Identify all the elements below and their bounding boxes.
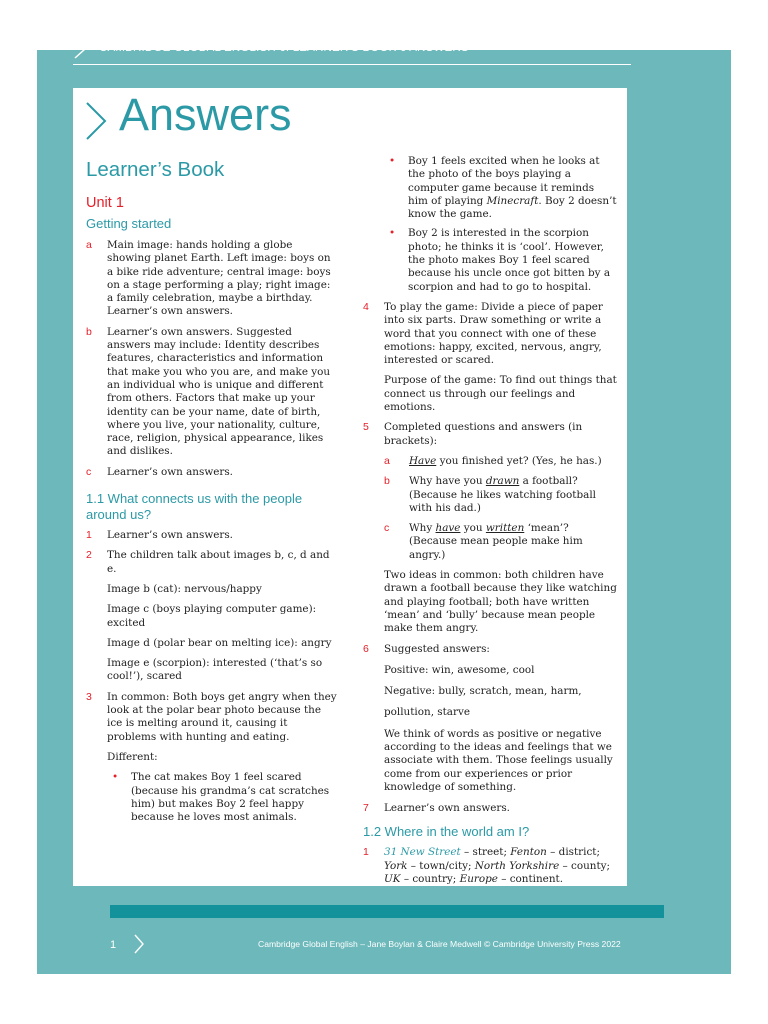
footer-bar [110, 905, 664, 918]
answer-text: 31 New Street – street; Fenton – district; York – town/city; North Yorkshire – county; UK – country; Europe – continent. [384, 846, 611, 886]
answer-item [86, 691, 338, 825]
chevron-right-icon [85, 102, 107, 140]
page-number: 1 [110, 939, 117, 951]
answer-item [86, 549, 338, 683]
answer-text: In common: Both boys get angry when they look at the polar bear photo because the ice is melting around it, causing it problems with hunting and eating. [107, 690, 337, 743]
sub-item [384, 475, 617, 515]
item-label: b [86, 325, 92, 338]
bullet-icon: • [112, 771, 119, 784]
bullet-item [384, 227, 617, 293]
item-label: b [384, 475, 390, 488]
answer-text: Learner’s own answers. [107, 465, 233, 478]
item-label: 3 [86, 690, 92, 703]
sub-item [384, 522, 617, 562]
section-heading: 1.2 Where in the world am I? [363, 824, 530, 840]
answer-item [86, 466, 338, 479]
header-divider [73, 64, 631, 65]
answer-item [363, 301, 617, 414]
answer-item [363, 802, 617, 815]
answer-text: Completed questions and answers (in brackets): [384, 421, 583, 447]
answer-text: Learner’s own answers. [384, 802, 510, 815]
item-label: 4 [363, 300, 369, 313]
answer-text: Image c (boys playing computer game): excited [107, 603, 317, 629]
answer-text: Boy 2 is interested in the scorpion photo; he thinks it is ‘cool’. However, the photo makes Boy 1 feel scared because his uncle once got bitten by a scorpion and had to go to hospital. [408, 227, 611, 293]
answer-item [86, 529, 338, 542]
header-title: CAMBRIDGE GLOBAL ENGLISH 6: LEARNER’S BOOK 6 ANSWERS [99, 42, 469, 54]
item-label: 6 [363, 642, 369, 655]
answer-text: Learner’s own answers. [107, 529, 233, 542]
section-heading: Getting started [86, 216, 172, 231]
answer-text: Purpose of the game: To find out things that connect us through our feelings and emotions. [384, 374, 617, 414]
answer-item [363, 846, 617, 886]
bullet-group [363, 155, 617, 294]
bullet-icon: • [389, 155, 396, 167]
answer-text: Main image: hands holding a globe showing planet Earth. Left image: boys on a bike ride adventure; central image: boys on a stage performing a play; right image: a family celebration, maybe a birthday. Learner’s own answers. [107, 239, 331, 318]
answer-text: We think of words as positive or negative according to the ideas and feelings that we associate with them. Those feelings usually come from our experiences or prior knowledge of something. [384, 727, 613, 793]
answer-text: Image d (polar bear on melting ice): angry [107, 636, 332, 649]
item-label: 5 [363, 421, 369, 434]
answer-text: Learner’s own answers. Suggested answers may include: Identity describes features, characteristics and information that make you who you are, and make you an individual who is unique and different from others. Factors that make up your identity can be your name, date of birth, where you live, your nationality, culture, race, religion, physical appearance, likes and dislikes. [107, 325, 331, 458]
item-label: 2 [86, 549, 92, 562]
bullet-item [107, 771, 338, 824]
item-label: 1 [86, 529, 92, 542]
book-heading: Learner’s Book [86, 158, 225, 181]
unit-heading: Unit 1 [86, 195, 124, 211]
answer-text: To play the game: Divide a piece of paper into six parts. Draw something or write a word that you connect with one of these emotions: happy, excited, nervous, angry, interested or scared. [384, 300, 603, 367]
chevron-right-icon [73, 39, 87, 59]
bullet-icon: • [389, 227, 396, 240]
chevron-right-icon [133, 934, 145, 954]
answer-text: pollution, starve [384, 706, 470, 719]
answer-text: Two ideas in common: both children have drawn a football because they like watching and playing football; both have written ‘mean’ and ‘bully’ because mean people make them angry. [384, 569, 617, 635]
answer-text: Image e (scorpion): interested (‘that’s so cool!’), scared [107, 657, 323, 683]
answer-item [363, 643, 617, 795]
page-title: Answers [119, 89, 292, 140]
answer-item [363, 421, 617, 635]
answer-item [86, 326, 338, 459]
item-label: a [86, 239, 92, 251]
item-label: a [384, 454, 390, 467]
right-column [363, 155, 617, 886]
answer-item [86, 239, 338, 319]
left-column [86, 158, 338, 824]
answer-text: The children talk about images b, c, d and e. [107, 549, 330, 575]
answer-text: Negative: bully, scratch, mean, harm, [384, 685, 582, 698]
answer-text: Boy 1 feels excited when he looks at the photo of the boys playing a computer game because it reminds him of playing Minecraft. Boy 2 doesn’t know the game. [408, 155, 617, 221]
item-label: 7 [363, 802, 369, 815]
answer-text: Image b (cat): nervous/happy [107, 582, 262, 595]
answer-text: Different: [107, 750, 158, 763]
answer-text: Why have you written ‘mean’? (Because mean people make him angry.) [409, 522, 583, 561]
item-label: c [384, 522, 390, 535]
answer-text: Why have you drawn a football? (Because he likes watching football with his dad.) [409, 475, 596, 514]
answer-text: Positive: win, awesome, cool [384, 663, 535, 676]
footer-credit: Cambridge Global English – Jane Boylan & Claire Medwell © Cambridge University Press 2022 [258, 939, 621, 949]
answer-text: Suggested answers: [384, 642, 490, 655]
item-label: c [86, 465, 92, 478]
answer-text: The cat makes Boy 1 feel scared (because his grandma’s cat scratches him) but makes Boy 2 feel happy because he loves most animals. [131, 771, 330, 824]
bullet-item [384, 155, 617, 221]
section-heading: 1.1 What connects us with the people around us? [86, 491, 303, 523]
item-label: 1 [363, 846, 369, 859]
answer-text: Have you finished yet? (Yes, he has.) [409, 454, 602, 467]
sub-item [384, 455, 617, 468]
